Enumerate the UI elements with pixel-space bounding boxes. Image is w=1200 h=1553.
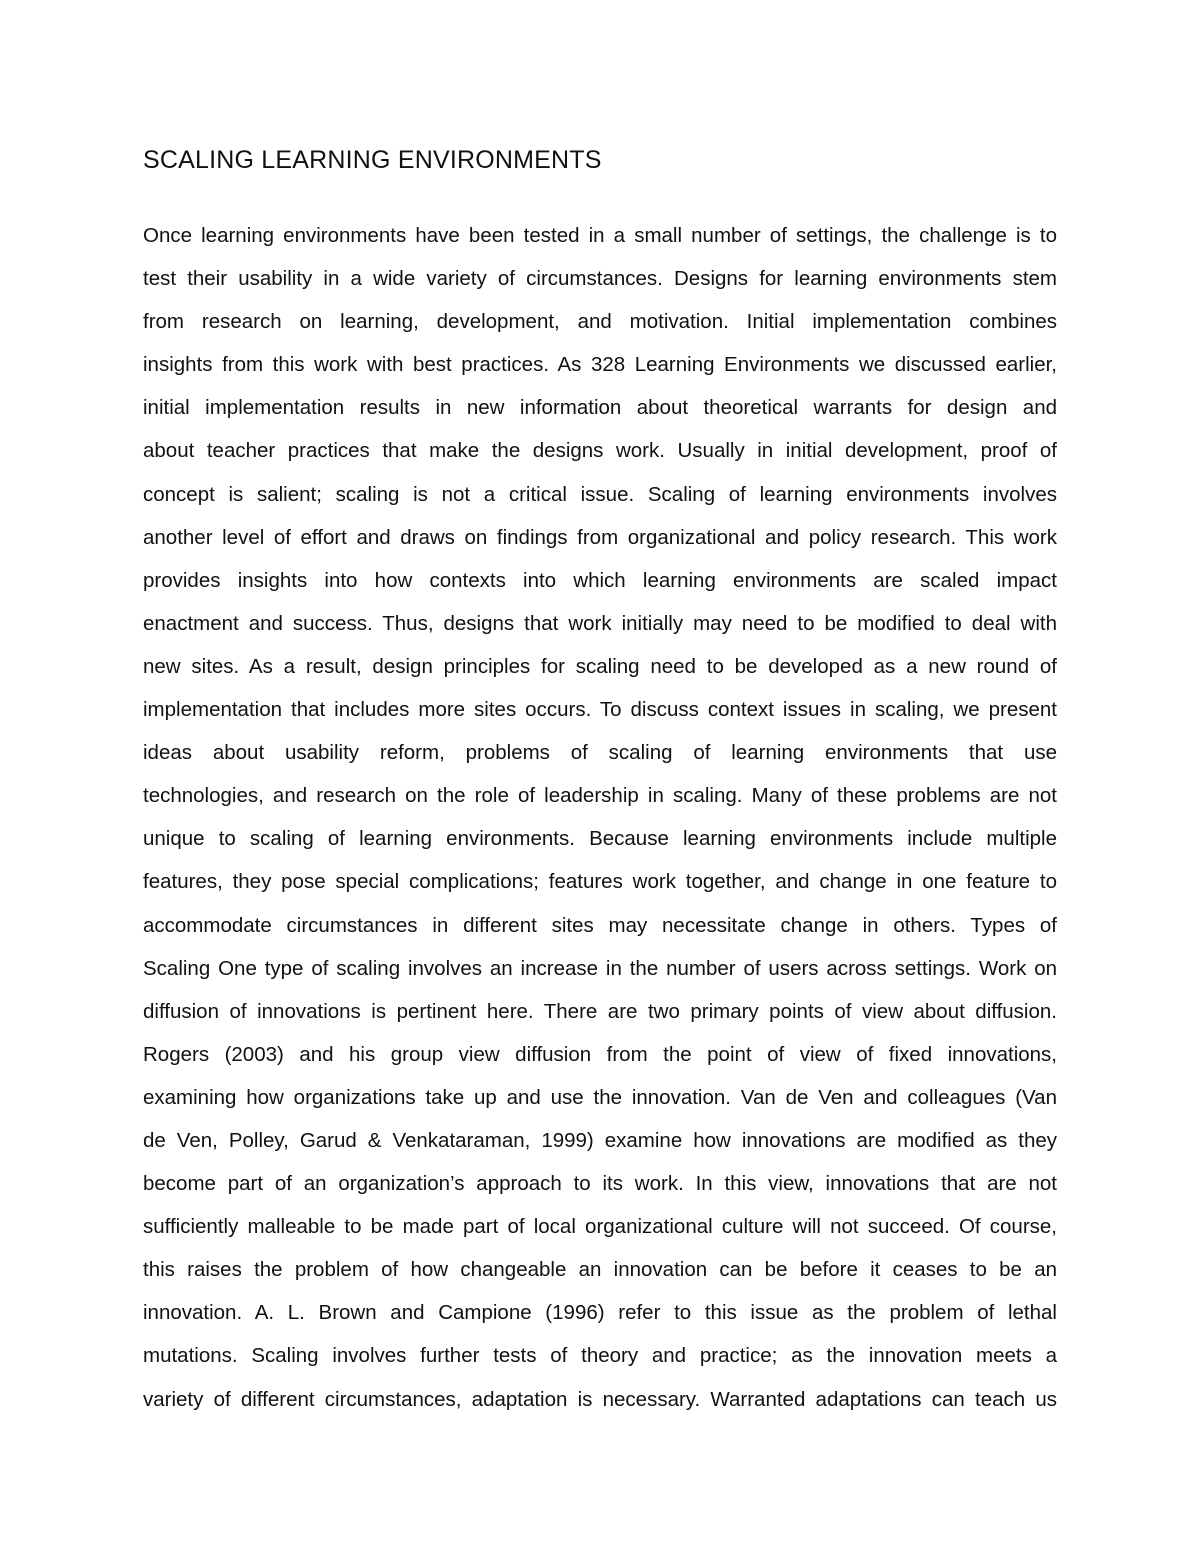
text-line: innovation. A. L. Brown and Campione (1996) refer to this issue as the problem of lethal: [143, 1301, 1057, 1325]
text-line: features, they pose special complications; features work together, and change in one feature to: [143, 870, 1057, 894]
text-line: Scaling One type of scaling involves an increase in the number of users across settings. Work on: [143, 956, 1057, 980]
text-line: concept is salient; scaling is not a critical issue. Scaling of learning environments involves: [143, 482, 1057, 506]
text-line: become part of an organization’s approach to its work. In this view, innovations that are not: [143, 1172, 1057, 1196]
text-line: Rogers (2003) and his group view diffusion from the point of view of fixed innovations,: [143, 1042, 1057, 1066]
text-line: unique to scaling of learning environments. Because learning environments include multiple: [143, 827, 1057, 851]
text-line: another level of effort and draws on findings from organizational and policy research. This work: [143, 525, 1057, 549]
text-line: diffusion of innovations is pertinent here. There are two primary points of view about diffusion.: [143, 999, 1057, 1023]
text-line: de Ven, Polley, Garud & Venkataraman, 1999) examine how innovations are modified as they: [143, 1128, 1057, 1152]
text-line: test their usability in a wide variety of circumstances. Designs for learning environments stem: [143, 267, 1057, 291]
text-line: provides insights into how contexts into which learning environments are scaled impact: [143, 568, 1057, 592]
text-line: accommodate circumstances in different sites may necessitate change in others. Types of: [143, 913, 1057, 937]
text-line: ideas about usability reform, problems of scaling of learning environments that use: [143, 741, 1057, 765]
document-title: SCALING LEARNING ENVIRONMENTS: [143, 146, 602, 174]
text-line: initial implementation results in new information about theoretical warrants for design and: [143, 396, 1057, 420]
text-line: technologies, and research on the role of leadership in scaling. Many of these problems are not: [143, 784, 1057, 808]
text-line: sufficiently malleable to be made part of local organizational culture will not succeed. Of course,: [143, 1215, 1057, 1239]
text-line: examining how organizations take up and use the innovation. Van de Ven and colleagues (Van: [143, 1085, 1057, 1109]
text-line: new sites. As a result, design principles for scaling need to be developed as a new round of: [143, 654, 1057, 678]
text-line: insights from this work with best practices. As 328 Learning Environments we discussed earlier,: [143, 353, 1057, 377]
text-line: enactment and success. Thus, designs that work initially may need to be modified to deal with: [143, 611, 1057, 635]
body-paragraph: [143, 214, 1057, 1421]
text-line: implementation that includes more sites occurs. To discuss context issues in scaling, we present: [143, 698, 1057, 722]
text-line: variety of different circumstances, adaptation is necessary. Warranted adaptations can teach us: [143, 1387, 1057, 1411]
text-line: mutations. Scaling involves further tests of theory and practice; as the innovation meets a: [143, 1344, 1057, 1368]
text-line: about teacher practices that make the designs work. Usually in initial development, proof of: [143, 439, 1057, 463]
text-line: Once learning environments have been tested in a small number of settings, the challenge is to: [143, 224, 1057, 247]
text-line: from research on learning, development, and motivation. Initial implementation combines: [143, 310, 1057, 334]
text-line: this raises the problem of how changeable an innovation can be before it ceases to be an: [143, 1258, 1057, 1282]
